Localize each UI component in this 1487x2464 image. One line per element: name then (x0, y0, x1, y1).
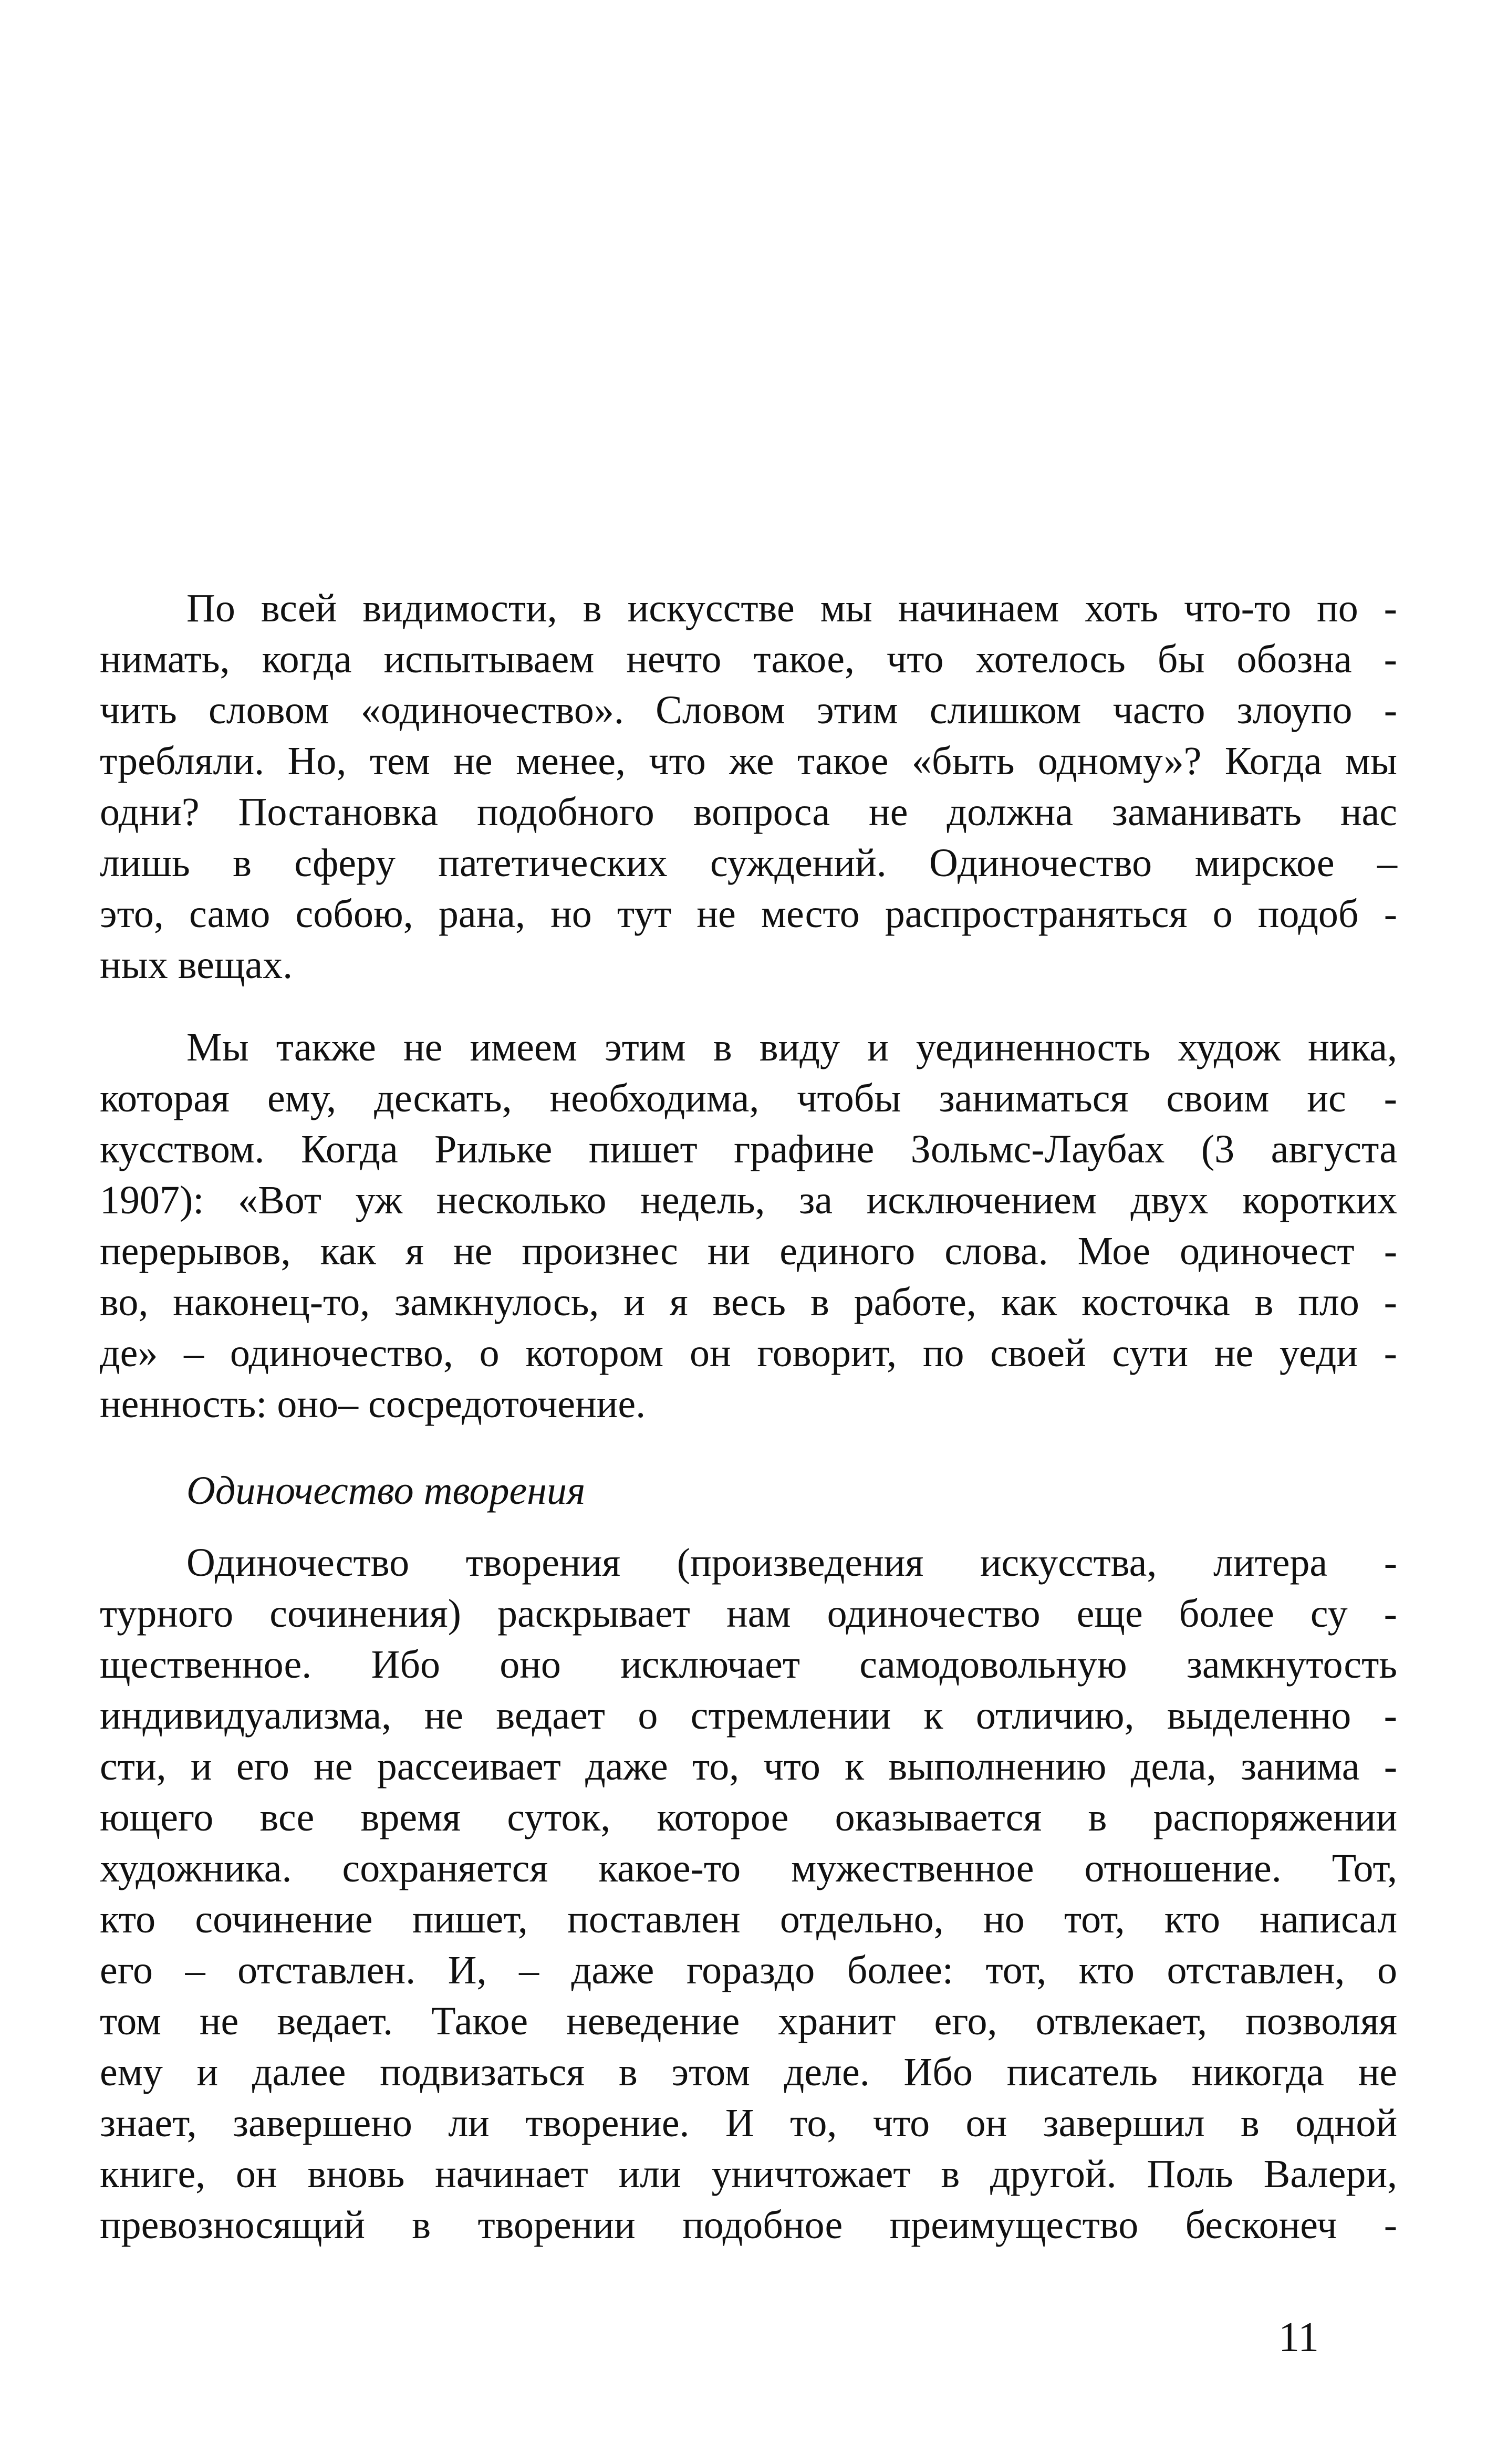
text-line: турного сочинения) раскрывает нам одиночество еще более су - (100, 1592, 1397, 1636)
text-line: чить словом «одиночество». Словом этим слишком часто злоупо - (100, 688, 1397, 732)
text-line: Одиночество творения (произведения искусства, литера - (186, 1541, 1397, 1585)
text-line: 1907): «Вот уж несколько недель, за исключением двух коротких (100, 1178, 1397, 1222)
text-line: нимать, когда испытываем нечто такое, что хотелось бы обозна - (100, 637, 1397, 681)
text-line: Мы также не имеем этим в виду и уединенность худож ника, (186, 1025, 1397, 1069)
paragraph-1 (100, 583, 1397, 991)
text-line: кусством. Когда Рильке пишет графине Зольмс-Лаубах (3 августа (100, 1127, 1397, 1171)
page-number: 11 (1278, 2314, 1319, 2361)
text-line: По всей видимости, в искусстве мы начинаем хоть что-то по - (186, 586, 1397, 630)
section-heading: Одиночество творения (186, 1469, 586, 1513)
text-line: книге, он вновь начинает или уничтожает в другой. Поль Валери, (100, 2152, 1397, 2196)
text-line: его – отставлен. И, – даже гораздо более: тот, кто отставлен, о (100, 1948, 1397, 1992)
text-line: ему и далее подвизаться в этом деле. Ибо писатель никогда не (100, 2050, 1397, 2094)
text-line: щественное. Ибо оно исключает самодовольную замкнутость (100, 1642, 1397, 1687)
text-line: де» – одиночество, о котором он говорит, по своей сути не уеди - (100, 1331, 1397, 1375)
paragraph-3 (100, 1537, 1397, 2251)
text-line: одни? Постановка подобного вопроса не должна заманивать нас (100, 790, 1397, 834)
text-line: том не ведает. Такое неведение хранит его, отвлекает, позволяя (100, 1999, 1397, 2043)
text-line: лишь в сферу патетических суждений. Одиночество мирское – (100, 841, 1397, 885)
text-line: которая ему, дескать, необходима, чтобы заниматься своим ис - (100, 1076, 1397, 1120)
paragraph-2 (100, 1022, 1397, 1430)
text-line: перерывов, как я не произнес ни единого слова. Мое одиночест - (100, 1229, 1397, 1273)
text-line: сти, и его не рассеивает даже то, что к выполнению дела, занима - (100, 1744, 1397, 1789)
text-line: знает, завершено ли творение. И то, что он завершил в одной (100, 2101, 1397, 2145)
text-line: кто сочинение пишет, поставлен отдельно, но тот, кто написал (100, 1897, 1397, 1941)
text-line: ющего все время суток, которое оказывается в распоряжении (100, 1795, 1397, 1839)
text-line: превозносящий в творении подобное преимущество бесконеч - (100, 2203, 1397, 2247)
text-line: художника. сохраняется какое-то мужественное отношение. Тот, (100, 1846, 1397, 1890)
text-line: во, наконец-то, замкнулось, и я весь в работе, как косточка в пло - (100, 1280, 1397, 1324)
text-line: индивидуализма, не ведает о стремлении к отличию, выделенно - (100, 1693, 1397, 1738)
text-line: ных вещах. (100, 943, 293, 987)
text-line: ненность: оно– сосредоточение. (100, 1382, 646, 1426)
text-line: это, само собою, рана, но тут не место распространяться о подоб - (100, 892, 1397, 936)
text-line: требляли. Но, тем не менее, что же такое «быть одному»? Когда мы (100, 739, 1397, 783)
